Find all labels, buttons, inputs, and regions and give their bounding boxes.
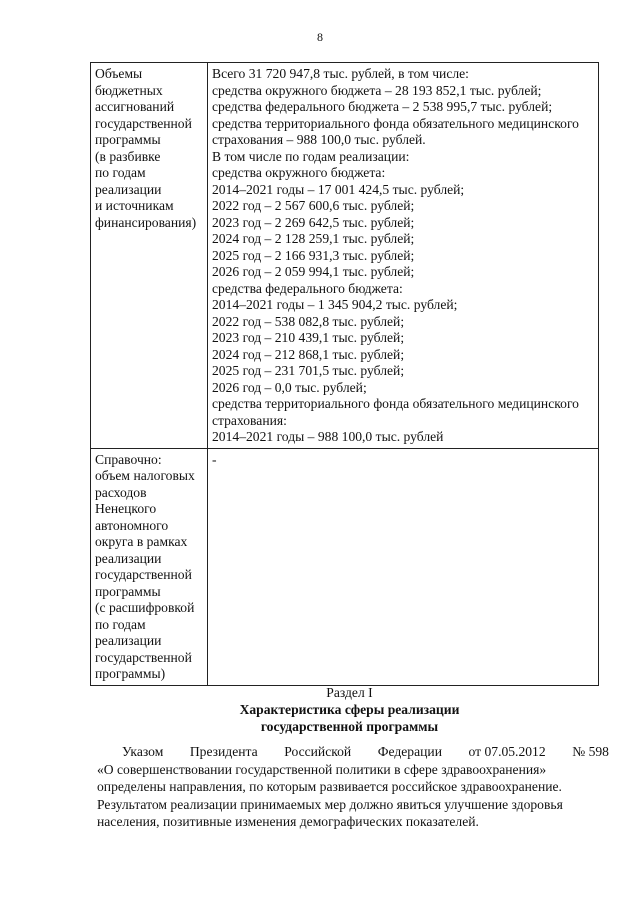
label-line: объем налоговых	[95, 468, 195, 483]
label-line: ассигнований	[95, 99, 175, 114]
value-line: 2014–2021 годы – 1 345 904,2 тыс. рублей;	[212, 297, 458, 312]
paragraph-word: от 07.05.2012	[468, 744, 546, 759]
value-line: 2024 год – 2 128 259,1 тыс. рублей;	[212, 231, 415, 246]
value-line: средства окружного бюджета – 28 193 852,1 тыс. рублей;	[212, 82, 542, 98]
value-line: 2023 год – 2 269 642,5 тыс. рублей;	[212, 214, 415, 230]
label-line: по годам	[95, 616, 146, 632]
value-line: 2026 год – 2 059 994,1 тыс. рублей;	[212, 264, 415, 279]
paragraph-line: населения, позитивные изменения демографических показателей.	[97, 814, 479, 829]
value-line: 2023 год – 210 439,1 тыс. рублей;	[212, 330, 405, 345]
label-line: государственной	[95, 115, 192, 131]
section-heading-line: Характеристика сферы реализации	[239, 702, 460, 717]
value-line: 2025 год – 231 701,5 тыс. рублей;	[212, 363, 405, 378]
value-line: 2024 год – 212 868,1 тыс. рублей;	[212, 346, 405, 362]
paragraph-word: Президента	[189, 744, 258, 759]
paragraph-word: № 598	[572, 744, 609, 759]
label-line: округа в рамках	[95, 534, 188, 549]
budget-allocations-label-cell	[91, 63, 208, 449]
paragraph-word: Указом	[122, 744, 164, 759]
label-line: Справочно:	[95, 451, 162, 467]
budget-allocations-value-cell	[208, 63, 599, 449]
value-line: Всего 31 720 947,8 тыс. рублей, в том числе:	[212, 66, 469, 81]
value-line: 2022 год – 538 082,8 тыс. рублей;	[212, 313, 405, 329]
value-line: средства территориального фонда обязательного медицинского	[212, 115, 579, 131]
label-line: финансирования)	[95, 214, 197, 230]
value-line: средства окружного бюджета:	[212, 165, 386, 180]
label-line: и источникам	[95, 198, 174, 213]
value-line: 2026 год – 0,0 тыс. рублей;	[212, 379, 367, 395]
section-header	[90, 684, 609, 735]
section-heading-line: государственной программы	[260, 719, 439, 734]
value-line: В том числе по годам реализации:	[212, 148, 410, 164]
value-line: средства территориального фонда обязательного медицинского	[212, 396, 579, 411]
value-line: страхования:	[212, 412, 287, 428]
value-line: 2014–2021 годы – 17 001 424,5 тыс. рублей;	[212, 181, 465, 197]
page-number: 8	[317, 30, 323, 44]
tax-expenditures-label-cell	[91, 448, 208, 685]
value-line: средства федерального бюджета:	[212, 280, 403, 296]
label-line: государственной	[95, 567, 192, 582]
value-line: 2022 год – 2 567 600,6 тыс. рублей;	[212, 198, 415, 213]
label-line: по годам	[95, 165, 146, 180]
label-line: программы	[95, 132, 161, 147]
body-paragraph	[97, 743, 609, 831]
label-line: (в разбивке	[95, 148, 161, 164]
paragraph-word: Российской	[284, 744, 352, 759]
tax-expenditures-value-cell	[208, 448, 599, 685]
paragraph-line: Результатом реализации принимаемых мер должно явиться улучшение здоровья	[97, 796, 563, 812]
paragraph-line: определены направления, по которым развивается российское здравоохранение.	[97, 779, 562, 794]
paragraph-first-line	[97, 743, 609, 761]
label-line: Объемы	[95, 66, 143, 81]
label-line: (с расшифровкой	[95, 600, 195, 615]
value-line: 2014–2021 годы – 988 100,0 тыс. рублей	[212, 429, 444, 444]
label-line: реализации	[95, 181, 162, 197]
value-line: страхования – 988 100,0 тыс. рублей.	[212, 132, 426, 147]
program-passport-table	[90, 62, 599, 686]
label-line: реализации	[95, 633, 162, 648]
paragraph-word: Федерации	[377, 744, 442, 759]
label-line: реализации	[95, 550, 162, 566]
label-line: государственной	[95, 649, 192, 665]
section-label: Раздел I	[326, 685, 373, 700]
label-line: бюджетных	[95, 82, 163, 98]
value-line: 2025 год – 2 166 931,3 тыс. рублей;	[212, 247, 415, 263]
table-row	[91, 448, 599, 685]
table-row	[91, 63, 599, 449]
value-line: средства федерального бюджета – 2 538 995,7 тыс. рублей;	[212, 99, 553, 114]
paragraph-line: «О совершенствовании государственной политики в сфере здравоохранения»	[97, 761, 547, 777]
label-line: Ненецкого	[95, 501, 157, 516]
label-line: программы)	[95, 666, 166, 681]
value-dash: -	[212, 451, 217, 467]
label-line: расходов	[95, 484, 147, 500]
label-line: автономного	[95, 517, 169, 533]
label-line: программы	[95, 583, 161, 599]
